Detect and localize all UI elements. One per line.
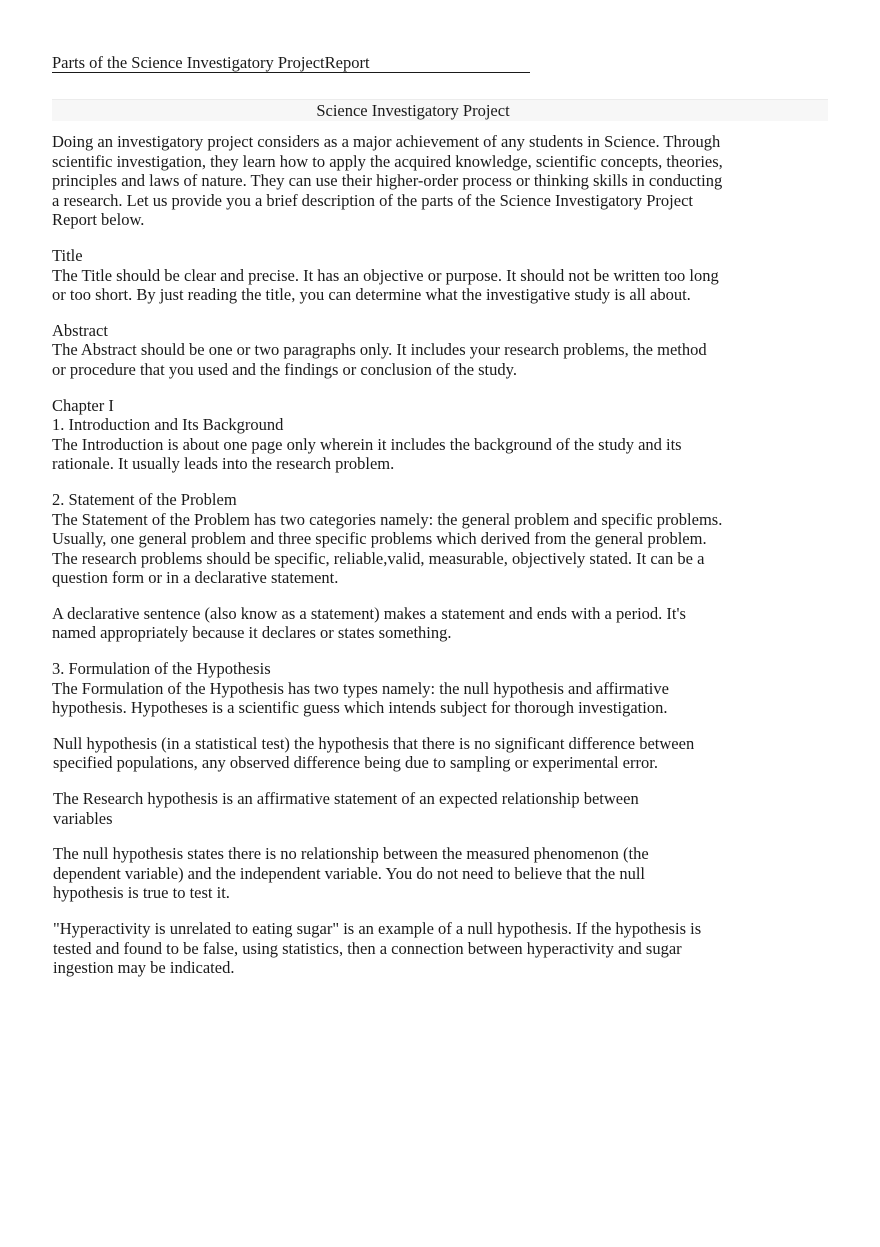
text-line: The Title should be clear and precise. It has an objective or purpose. It should not be written too long xyxy=(52,265,719,285)
paragraph-gap xyxy=(52,773,812,789)
paragraph-gap xyxy=(52,828,812,844)
text-line: dependent variable) and the independent variable. You do not need to believe that the null xyxy=(53,863,645,883)
section-heading: Abstract xyxy=(52,320,108,340)
text-line: The research problems should be specific, reliable,valid, measurable, objectively stated. It can be a xyxy=(52,548,705,568)
document-title: Science Investigatory Project xyxy=(316,101,510,120)
text-line: The Introduction is about one page only wherein it includes the background of the study and its xyxy=(52,434,682,454)
paragraph-gap xyxy=(52,903,812,919)
paragraph-null-relationship xyxy=(52,844,812,903)
paragraph-intro xyxy=(52,132,812,230)
paragraph-gap xyxy=(52,718,812,734)
paragraph-hypothesis xyxy=(52,659,812,718)
paragraph-gap xyxy=(52,474,812,490)
text-line: The Formulation of the Hypothesis has two types namely: the null hypothesis and affirmative xyxy=(52,678,669,698)
subsection-heading: 1. Introduction and Its Background xyxy=(52,415,284,435)
text-line: Doing an investigatory project considers as a major achievement of any students in Science. Through xyxy=(52,132,721,151)
text-line: scientific investigation, they learn how to apply the acquired knowledge, scientific concepts, theories, xyxy=(52,151,723,171)
paragraph-gap xyxy=(52,230,812,246)
paragraph-gap xyxy=(52,588,812,604)
text-line: hypothesis is true to test it. xyxy=(53,883,230,903)
section-heading: Title xyxy=(52,245,83,265)
text-line: principles and laws of nature. They can use their higher-order process or thinking skills in conducting xyxy=(52,171,723,191)
text-line: "Hyperactivity is unrelated to eating sugar" is an example of a null hypothesis. If the hypothesis is xyxy=(53,919,702,938)
text-line: a research. Let us provide you a brief description of the parts of the Science Investigatory Project xyxy=(52,190,693,210)
page-header-text: Parts of the Science Investigatory ProjectReport xyxy=(52,53,370,72)
subsection-heading: 3. Formulation of the Hypothesis xyxy=(52,659,271,679)
title-band xyxy=(52,99,828,121)
paragraph-research-hypothesis xyxy=(52,789,812,828)
subsection-heading: 2. Statement of the Problem xyxy=(52,489,237,509)
text-line: hypothesis. Hypotheses is a scientific guess which intends subject for thorough investigation. xyxy=(52,698,668,718)
paragraph-gap xyxy=(52,643,812,659)
text-line: named appropriately because it declares or states something. xyxy=(52,623,452,643)
text-line: tested and found to be false, using statistics, then a connection between hyperactivity and sugar xyxy=(53,938,682,958)
text-line: The null hypothesis states there is no relationship between the measured phenomenon (the xyxy=(53,844,649,864)
text-line: specified populations, any observed difference being due to sampling or experimental error. xyxy=(53,753,658,773)
paragraph-hyperactivity-example xyxy=(52,919,812,978)
page-header xyxy=(52,54,530,73)
paragraph-chapter-one xyxy=(52,396,812,474)
text-line: or procedure that you used and the findings or conclusion of the study. xyxy=(52,359,517,379)
document-body xyxy=(52,132,812,978)
text-line: Null hypothesis (in a statistical test) the hypothesis that there is no significant difference between xyxy=(53,733,695,753)
paragraph-declarative xyxy=(52,604,812,643)
paragraph-gap xyxy=(52,305,812,321)
section-heading: Chapter I xyxy=(52,395,114,415)
text-line: A declarative sentence (also know as a statement) makes a statement and ends with a period. It's xyxy=(52,603,686,623)
paragraph-abstract xyxy=(52,321,812,380)
paragraph-gap xyxy=(52,380,812,396)
paragraph-statement-problem xyxy=(52,490,812,588)
paragraph-title-section xyxy=(52,246,812,305)
paragraph-null-hypothesis xyxy=(52,734,812,773)
text-line: variables xyxy=(53,808,113,828)
text-line: rationale. It usually leads into the research problem. xyxy=(52,454,395,474)
text-line: ingestion may be indicated. xyxy=(53,958,235,978)
text-line: The Statement of the Problem has two categories namely: the general problem and specific problems. xyxy=(52,509,723,529)
text-line: The Abstract should be one or two paragraphs only. It includes your research problems, the method xyxy=(52,340,707,360)
text-line: question form or in a declarative statement. xyxy=(52,568,339,588)
text-line: The Research hypothesis is an affirmative statement of an expected relationship between xyxy=(53,789,639,809)
text-line: or too short. By just reading the title, you can determine what the investigative study is all about. xyxy=(52,285,691,305)
text-line: Report below. xyxy=(52,210,145,230)
text-line: Usually, one general problem and three specific problems which derived from the general problem. xyxy=(52,529,707,549)
